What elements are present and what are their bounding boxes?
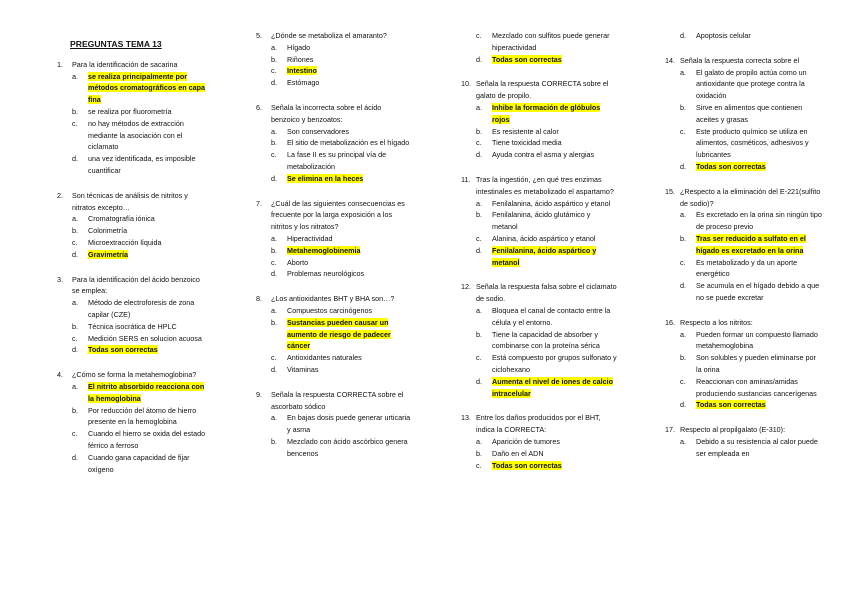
option-letter: a. [680,329,686,339]
option-letter: a. [72,381,78,391]
option-text: Cromatografía iónica [88,214,155,224]
answer-option-correct [72,71,207,106]
option-letter: c. [476,138,482,148]
option-letter: b. [72,405,78,415]
question-number: 9. [256,389,262,399]
option-text: La fase II es su principal vía de metabolización [287,150,387,171]
answer-option [271,137,412,149]
option-letter: c. [680,126,686,136]
option-text: Son solubles y pueden eliminarse por la orina [696,353,816,374]
option-letter: b. [680,353,686,363]
option-text: Colorimetría [88,226,128,236]
option-letter: b. [271,138,277,148]
option-letter: a. [476,102,482,112]
answer-option [72,297,207,321]
answer-option [680,30,822,42]
answer-option [271,233,412,245]
option-letter: a. [271,233,277,243]
answer-option-correct [271,65,412,77]
question-number: 4. [57,370,63,380]
option-letter: d. [680,281,686,291]
option-text: Son conservadores [287,126,349,136]
option-letter: a. [476,305,482,315]
option-text: Microextracción líquida [88,237,162,247]
question-number: 5. [256,31,262,40]
option-text: Daño en el ADN [492,448,544,458]
question-text: Tras la ingestión, ¿en qué tres enzimas intestinales es metabolizado el aspartamo? [476,174,614,196]
option-letter: b. [72,106,78,116]
answer-option [680,102,822,126]
column-4 [665,30,822,473]
option-text: Aborto [287,257,309,267]
option-text: Sustancias pueden causar un aumento de riesgo de padecer cáncer [287,317,391,351]
answer-option [476,198,617,210]
question-number: 14. [665,55,675,65]
option-letter: a. [271,126,277,136]
answer-option-correct [72,344,207,356]
question-text: Señala la respuesta falsa sobre el ciclamato de sodio. [476,282,617,304]
answer-option [72,153,207,177]
option-letter: c. [271,353,277,363]
answer-option [476,329,617,353]
question-text: ¿Respecto a la eliminación del E-221(sulfito de sodio)? [680,186,821,208]
question-number: 8. [256,294,262,304]
option-text: una vez identificada, es imposible cuantificar [88,154,196,175]
option-letter: a. [271,42,277,52]
answer-option-correct [476,460,617,472]
option-text: Mezclado con ácido ascórbico genera bencenos [287,436,408,458]
option-text: Está compuesto por grupos sulfonato y ciclohexano [492,353,617,374]
question-text: Para la identificación del ácido benzoico se emplea: [72,274,200,296]
answer-option [476,149,617,161]
option-letter: d. [476,376,482,386]
answer-option-correct [680,161,822,173]
answer-option [271,364,412,376]
option-letter: d. [476,150,482,160]
question-block [57,274,207,357]
option-text: Fenilalanina, ácido aspártico y etanol [492,198,611,208]
option-text: Fenilalanina, ácido aspártico y metanol [492,245,597,267]
option-text: Todas son correctas [696,400,766,410]
answer-option-correct [476,376,617,400]
answer-option-correct [680,233,822,257]
answer-option [271,436,412,460]
answer-option [271,42,412,54]
question-block [461,281,617,399]
answer-option [72,333,207,345]
answer-option [476,137,617,149]
answer-option-correct [476,54,617,66]
answer-option [680,352,822,376]
option-letter: c. [72,118,78,128]
option-text: no hay métodos de extracción mediante la asociación con el ciclamato [88,118,184,152]
option-letter: b. [680,233,686,243]
answer-option [680,436,822,460]
option-text: Se acumula en el hígado debido a que no se puede excretar [696,281,820,302]
question-block [461,30,617,65]
answer-option [680,280,822,304]
question-text: ¿Cómo se forma la metahemoglobina? [72,370,197,380]
question-block [665,317,822,411]
option-letter: b. [271,245,277,255]
answer-option-correct [680,399,822,411]
answer-option [271,352,412,364]
option-text: Técnica isocrática de HPLC [88,321,177,331]
answer-option [680,126,822,161]
answer-option [72,106,207,118]
option-letter: b. [680,102,686,112]
option-text: Problemas neurológicos [287,269,365,279]
option-text: Por reducción del átomo de hierro presente en la hemoglobina [88,405,197,427]
option-letter: c. [72,429,78,439]
answer-option [72,452,207,476]
option-letter: b. [271,317,277,327]
option-letter: a. [271,305,277,315]
option-text: Vitaminas [287,364,319,374]
answer-option [72,118,207,153]
option-letter: c. [72,333,78,343]
option-letter: d. [271,269,277,279]
question-text: Señala la respuesta correcta sobre el [680,55,800,65]
answer-option-correct [271,173,412,185]
question-text: Para la identificación de sacarina [72,59,178,69]
answer-option-correct [72,249,207,261]
option-text: Es resistente al calor [492,126,559,136]
option-text: El nitrito absorbido reacciona con la hemoglobina [88,381,205,403]
option-text: Se elimina en la heces [287,173,364,183]
question-text: Señala la respuesta CORRECTA sobre el galato de propilo. [476,79,609,101]
option-letter: b. [271,436,277,446]
answer-option [271,268,412,280]
option-letter: c. [271,66,277,76]
option-text: Todas son correctas [492,54,562,64]
question-block [57,369,207,475]
answer-option [476,352,617,376]
option-letter: b. [476,210,482,220]
question-text: Respecto a los nitritos: [680,317,753,327]
answer-option-correct [271,317,412,352]
answer-option [476,448,617,460]
question-number: 13. [461,413,471,423]
option-letter: b. [476,329,482,339]
answer-option [271,77,412,89]
question-block [461,174,617,268]
option-text: Tiene la capacidad de absorber y combinarse con la proteína sérica [492,329,600,351]
option-letter: d. [72,249,78,259]
answer-option [476,209,617,233]
option-letter: a. [271,413,277,423]
question-text: Son técnicas de análisis de nitritos y nitratos excepto… [72,190,188,212]
option-letter: d. [476,245,482,255]
option-text: El sitio de metabolización es el hígado [287,138,410,148]
answer-option [680,67,822,102]
question-block [57,190,207,261]
question-block [256,102,412,185]
option-text: Inhibe la formación de glóbulos rojos [492,102,601,124]
question-number: 16. [665,317,675,327]
question-number: 3. [57,274,63,284]
option-text: Bloquea el canal de contacto entre la célula y el entorno. [492,305,611,327]
question-text: ¿Cuál de las siguientes consecuencias es frecuente por la larga exposición a los nitritos y los nitratos? [271,198,405,232]
option-letter: d. [72,154,78,164]
question-block [256,30,412,89]
answer-option [680,376,822,400]
question-number: 1. [57,59,63,69]
option-text: Cuando gana capacidad de fijar oxígeno [88,452,190,474]
option-text: Hígado [287,42,311,52]
option-letter: a. [680,67,686,77]
option-text: Cuando el hierro se oxida del estado férrico a ferroso [88,429,206,450]
question-block [665,186,822,304]
option-letter: d. [680,161,686,171]
option-text: Todas son correctas [88,345,158,355]
option-text: Todas son correctas [696,161,766,171]
option-letter: d. [72,345,78,355]
option-letter: a. [680,436,686,446]
question-text: Señala la respuesta CORRECTA sobre el ascorbato sódico [271,389,404,411]
answer-option [72,213,207,225]
question-block [665,30,822,42]
option-text: Intestino [287,66,317,76]
option-letter: d. [680,400,686,410]
option-letter: d. [271,364,277,374]
option-text: Hiperactividad [287,233,333,243]
option-letter: a. [680,210,686,220]
question-number: 10. [461,79,471,89]
answer-option [271,54,412,66]
option-letter: c. [271,150,277,160]
option-text: Todas son correctas [492,460,562,470]
option-text: Tras ser reducido a sulfato en el hígado es excretado en la orina [696,233,806,255]
answer-option [72,237,207,249]
page-title: PREGUNTAS TEMA 13 [70,39,162,49]
answer-option [72,225,207,237]
option-text: Metahemoglobinemia [287,245,361,255]
option-text: Este producto químico se utiliza en alimentos, cosméticos, adhesivos y lubricantes [696,126,809,160]
question-number: 6. [256,102,262,112]
answer-option [476,233,617,245]
question-block [665,424,822,459]
option-text: El galato de propilo actúa como un antioxidante que protege contra la oxidación [696,67,807,101]
option-letter: a. [72,298,78,308]
option-letter: c. [271,257,277,267]
option-letter: c. [72,237,78,247]
answer-option [271,412,412,436]
column-3 [461,30,617,484]
question-text: ¿Los antioxidantes BHT y BHA son…? [271,294,395,304]
answer-option [72,405,207,429]
option-text: Reaccionan con aminas/amidas produciendo sustancias cancerígenas [696,376,817,398]
answer-option [476,30,617,54]
option-letter: a. [72,71,78,81]
option-letter: c. [680,376,686,386]
option-letter: d. [680,31,686,40]
answer-option-correct [271,245,412,257]
option-text: Antioxidantes naturales [287,353,362,363]
question-number: 7. [256,198,262,208]
option-text: Apoptosis celular [696,31,751,40]
option-letter: b. [72,321,78,331]
column-1 [57,30,207,488]
option-letter: b. [476,126,482,136]
column-2 [256,30,412,473]
option-text: Estómago [287,78,320,88]
option-text: Debido a su resistencia al calor puede ser empleada en [696,436,818,458]
option-text: Alanina, ácido aspártico y etanol [492,233,596,243]
question-text: Señala la incorrecta sobre el ácido benzoico y benzoatos: [271,102,382,124]
option-text: Es excretado en la orina sin ningún tipo de proceso previo [696,210,822,232]
option-letter: b. [271,54,277,64]
option-text: Sirve en alimentos que contienen aceites y grasas [696,102,803,124]
option-text: Medición SERS en solucion acuosa [88,333,202,343]
option-text: Gravimetría [88,249,128,259]
answer-option [476,126,617,138]
option-letter: d. [271,173,277,183]
option-letter: b. [72,226,78,236]
answer-option [476,305,617,329]
answer-option [72,321,207,333]
answer-option [271,149,412,173]
question-text: Respecto al propilgalato (E-310): [680,425,786,435]
option-letter: a. [72,214,78,224]
question-block [461,412,617,471]
question-text: Entre los daños producidos por el BHT, indica la CORRECTA: [476,413,601,435]
option-text: Aumenta el nivel de iones de calcio intracelular [492,376,614,398]
option-letter: a. [476,198,482,208]
question-block [256,198,412,281]
option-text: se realiza principalmente por métodos cromatográficos en capa fina [88,71,206,105]
option-text: se realiza por fluorometría [88,106,172,116]
answer-option [680,209,822,233]
option-letter: c. [476,233,482,243]
option-letter: d. [72,452,78,462]
answer-option-correct [72,381,207,405]
question-text: ¿Dónde se metaboliza el amaranto? [271,31,387,40]
question-number: 12. [461,282,471,292]
option-letter: d. [476,54,482,64]
answer-option [680,257,822,281]
option-text: Mezclado con sulfitos puede generar hiperactividad [492,31,610,52]
option-text: Ayuda contra el asma y alergias [492,150,595,160]
option-letter: c. [680,257,686,267]
option-text: Aparición de tumores [492,436,560,446]
question-block [256,293,412,376]
option-text: Método de electroforesis de zona capilar (CZE) [88,298,195,319]
answer-option [271,257,412,269]
answer-option [271,126,412,138]
question-block [57,59,207,177]
option-letter: a. [476,436,482,446]
option-text: Pueden formar un compuesto llamado metahemoglobina [696,329,818,351]
option-text: Tiene toxicidad media [492,138,562,148]
question-number: 11. [461,174,471,184]
question-number: 2. [57,190,63,200]
answer-option [476,436,617,448]
question-number: 17. [665,425,675,435]
question-number: 15. [665,186,675,196]
option-text: Riñones [287,54,314,64]
question-block [256,389,412,460]
answer-option-correct [476,245,617,269]
answer-option [680,329,822,353]
option-letter: d. [271,78,277,88]
option-text: En bajas dosis puede generar urticaria y asma [287,413,411,435]
option-letter: c. [476,460,482,470]
question-block [665,55,822,173]
question-block [461,78,617,161]
option-text: Fenilalanina, ácido glutámico y metanol [492,210,591,232]
answer-option [72,428,207,452]
option-text: Compuestos carcinógenos [287,305,373,315]
option-letter: c. [476,31,482,40]
option-letter: b. [476,448,482,458]
option-letter: c. [476,353,482,363]
answer-option-correct [476,102,617,126]
answer-option [271,305,412,317]
option-text: Es metabolizado y da un aporte energético [696,257,798,279]
